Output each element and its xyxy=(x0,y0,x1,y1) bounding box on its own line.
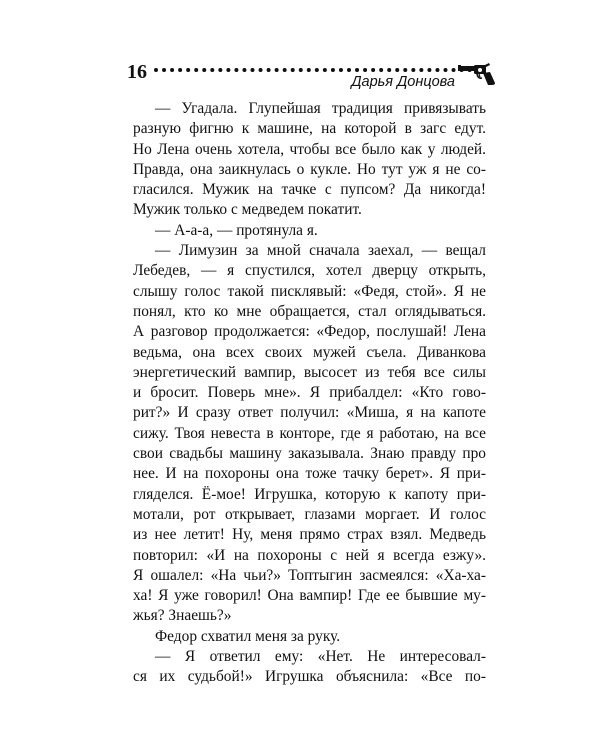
running-header xyxy=(127,60,497,94)
revolver-icon xyxy=(457,62,497,86)
text-line: Я ошалел: «На чьи?» Топтыгин засмеялся: «Ха-ха- xyxy=(133,566,486,584)
text-line: ведьма, она всех своих мужей съела. Диванкова xyxy=(133,343,486,361)
text-line: свои свадьбы машину заказывала. Знаю правду про xyxy=(133,445,486,463)
author-name: Дарья Донцова xyxy=(351,74,455,90)
text-line: — Я ответил ему: «Нет. Не интересовал- xyxy=(155,648,486,666)
text-line: повторил: «И на похороны с ней я всегда езжу». xyxy=(133,546,486,564)
text-line: энергетический вампир, высосет из тебя все силы xyxy=(133,363,486,381)
text-line: Правда, она заикнулась о кукле. Но тут уж я не со- xyxy=(133,160,486,178)
text-line: рит?» И сразу ответ получил: «Миша, я на капоте xyxy=(133,404,486,422)
text-line: жья? Знаешь?» xyxy=(133,607,232,625)
text-line: — Угадала. Глупейшая традиция привязывать xyxy=(155,100,486,117)
page-number: 16 xyxy=(127,61,147,83)
text-line: Федор схватил меня за руку. xyxy=(155,627,341,645)
text-line: и бросит. Поверь мне». Я прибалдел: «Кто гово- xyxy=(133,384,486,402)
text-line: гляделся. Ё-мое! Игрушка, которую к капоту при- xyxy=(133,485,486,503)
text-line: ха! Я уже говорил! Она вампир! Где ее бывшие му- xyxy=(133,587,486,605)
text-line: мотали, рот открывает, глазами моргает. И голос xyxy=(133,505,486,523)
text-line: Но Лена очень хотела, чтобы все было как у людей. xyxy=(133,140,486,158)
text-line: гласился. Мужик на тачке с пупсом? Да никогда! xyxy=(133,181,486,199)
text-line: А разговор продолжается: «Федор, послушай! Лена xyxy=(133,323,486,341)
text-line: Мужик только с медведем покатит. xyxy=(133,201,362,219)
text-line: — А-а-а, — протянула я. xyxy=(155,221,318,239)
text-line: слышу голос такой писклявый: «Федя, стой». Я не xyxy=(133,282,486,300)
text-line: — Лимузин за мной сначала заехал, — вещал xyxy=(155,242,486,260)
text-line: нее. И на похороны она тоже тачку берет». Я при- xyxy=(133,465,486,483)
dotted-rule xyxy=(154,68,472,72)
text-line: разную фигню к машине, на которой в загс едут. xyxy=(133,120,486,138)
text-line: Лебедев, — я спустился, хотел дверцу открыть, xyxy=(133,262,486,280)
body-text xyxy=(133,99,486,688)
text-line: сижу. Твоя невеста в конторе, где я работаю, на все xyxy=(133,424,486,442)
text-line: понял, кто ко мне обращается, стал оглядываться. xyxy=(133,302,486,320)
text-line: из нее летит! Ну, меня прямо страх взял. Медведь xyxy=(133,526,486,544)
text-line: ся их судьбой!» Игрушка объяснила: «Все по- xyxy=(133,668,486,686)
